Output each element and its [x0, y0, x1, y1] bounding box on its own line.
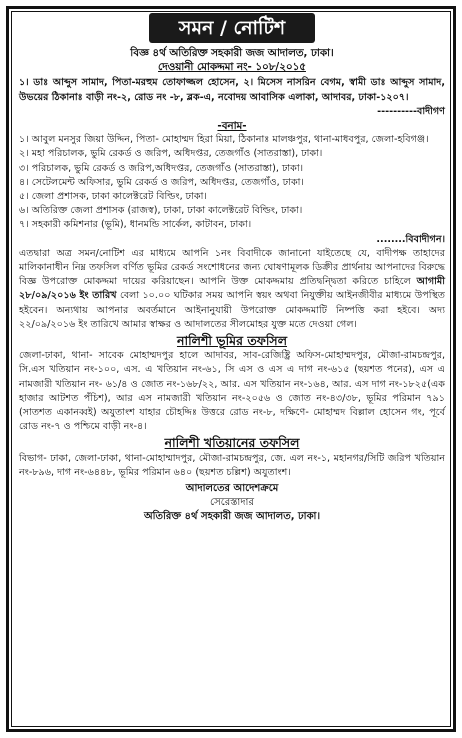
signature-line-title: সেরেস্তাদার: [210, 497, 254, 509]
defendant-item: ৬। অতিরিক্ত জেলা প্রশাসক (রাজস্ব), ঢাকা, ঢাকা কালেক্টরেট বিল্ডিং, ঢাকা।: [19, 205, 303, 217]
defendant-item: ৭। সহকারী কমিশনার (ভূমি), ধানমন্ডি সার্কেল, কাটাবন, ঢাকা।: [19, 219, 252, 231]
notice-body: [19, 247, 445, 332]
defendant-item: ৫। জেলা প্রশাসক, ঢাকা কালেক্টরেট বিল্ডিং, ঢাকা।: [19, 191, 207, 203]
summons-notice: [6, 6, 456, 732]
defendants-list: [19, 133, 445, 232]
schedule-title: নালিশী ভূমির তফসিল: [176, 333, 288, 349]
defendant-item: ২। মহা পরিচালক, ভুমি রেকর্ড ও জরিপ, অধিদপ্তর, তেজগাঁও (সাতরাস্তা), ঢাকা।: [19, 148, 323, 160]
case-number: দেওয়ানী মোকদ্দমা নং- ১০৮/২০১৫: [158, 61, 306, 74]
signature-line-court: অতিরিক্ত ৪র্থ সহকারী জজ আদালত, ঢাকা।: [143, 511, 321, 523]
signature-block: [19, 482, 445, 524]
defendant-item: ৩। পরিচালক, ভুমি রেকর্ড ও জরিপ,অধিদপ্তর, তেজগাঁও (সাতরাস্তা), ঢাকা।: [19, 162, 304, 174]
notice-body-text-2: বেলা ১০.০০ ঘটিকার সময় আপনি স্বয়ং অথবা নিযুক্তীয় আইনজীবীর মাধ্যমে উপস্থিত হইবেন। অন্যথায় আপনার অবর্তমানে আইনানুযায়ী উপরোক্ত মোকদ্দমাটি নিষ্পত্তি করা হইবে। অদ্য ২২/০৯/২০১৬ ইং তারিখে আমার স্বাক্ষর ও আদালতের সীলমোহর যুক্ত মতে দেওয়া গেল।: [19, 290, 446, 330]
court-name: বিজ্ঞ ৪র্থ অতিরিক্ত সহকারী জজ আদালত, ঢাকা।: [130, 47, 334, 59]
plaintiffs-label: ----------বাদীগণ: [377, 105, 445, 117]
notice-title: সমন / নোটিশ: [149, 13, 315, 43]
khatian-text: বিভাগ- ঢাকা, জেলা-ঢাকা, থানা-মোহাম্মাদপুর, মৌজা-রামচন্দ্রপুর, জে. এল নং-১, মহানগর/সিটি জরিপ খতিয়ান নং-৮৯৬, দাগ নং-৬৪৪৮, ভূমির পরিমান ৬৪০ (ছয়শত চল্লিশ) অযুতাংশ।: [19, 452, 445, 478]
plaintiffs: ১। ডাঃ আব্দুস সামাদ, পিতা-মরহুম তোফাজ্জল হোসেন, ২। মিসেস নাসরিন বেগম, স্বামী ডাঃ আব্দুস সামাদ, উভয়ের ঠিকানাঃ বাড়ী নং-২, রোড নং -৮, ব্লক-এ, নবোদয় আবাসিক এলাকা, আদাবর, ঢাকা-১২০৭।: [19, 77, 445, 103]
defendant-item: ৪। সেটেলমেন্ট অফিসার, ভুমি রেকর্ড ও জরিপ, অধিদপ্তর, তেজগাঁও, ঢাকা।: [19, 176, 304, 188]
defendant-item: ১। আবুল মনসুর জিয়া উদ্দিন, পিতা- মোহাম্মদ হিরা মিয়া, ঠিকানাঃ মালঞ্চপুর, থানা-মাধবপুর, জেলা-হবিগঞ্জ।: [19, 134, 429, 146]
schedule-text: জেলা-ঢাকা, থানা- সাবেক মোহাম্মদপুর হালে আদাবর, সাব-রেজিষ্ট্রি অফিস-মোহাম্মদপুর, মৌজা-রামচন্দ্রপুর, সি.এস খতিয়ান নং-১০০, এস. এ খতিয়ান নং-৬১, সি এস ও এস এ দাগ নং-৬১৫ (ছয়শত পনের), এস এ নামজারী খতিয়ান নং- ৬১/৪ ও জোত নং-১৬৮/২২, আর. এস খতিয়ান নং-১৬৪, আর. এস দাগ নং-১৮২৫(এক হাজার আটশত পঁচিশ), আর এস নামজারী খতিয়ান নং-২০৫৬ ও জোত নং-৪৩/৩৮, ভূমির পরিমান ৭৯১ (সাতশত একানব্বই) অযুতাংশ যাহার চৌহদ্দিঃ উত্তরে রোড নং-৮, দক্ষিণে- মোহাম্মদ বিল্লাল হোসেন গং, পূর্বে রোড নং-৭ ও পশ্চিমে বাড়ী নং-৪।: [19, 350, 445, 433]
versus-label: -বনাম-: [217, 120, 247, 133]
khatian-title: নালিশী খতিয়ানের তফসিল: [164, 435, 300, 451]
defendants-label: ........বিবাদীগন।: [376, 233, 445, 245]
hearing-date: আগামী ২৮/০৯/২০১৬ ইং তারিখ: [19, 276, 445, 302]
notice-body-text: এতদ্বারা অত্র সমন/নোটিশ এর মাধ্যমে আপনি ১নং বিবাদীকে জানানো যাইতেছে যে, বাদীপক্ষ তাহাদের মালিকানাধীন নিম্ন তফসিল বর্ণিত ভূমির রেকর্ড সংশোধনের জন্য ঘোষণামূলক ডিক্রীর প্রার্থনায় আপনাদের বিরুদ্ধে বিজ্ঞ উপরোক্ত মোকদ্দমা দায়ের করিয়াছেন। আপনি উক্ত মোকদ্দমায় প্রতিদ্বন্দ্বিতা করিতে চাহিলে: [19, 247, 445, 288]
signature-line-order: আদালতের আদেশক্রমে: [185, 483, 279, 495]
